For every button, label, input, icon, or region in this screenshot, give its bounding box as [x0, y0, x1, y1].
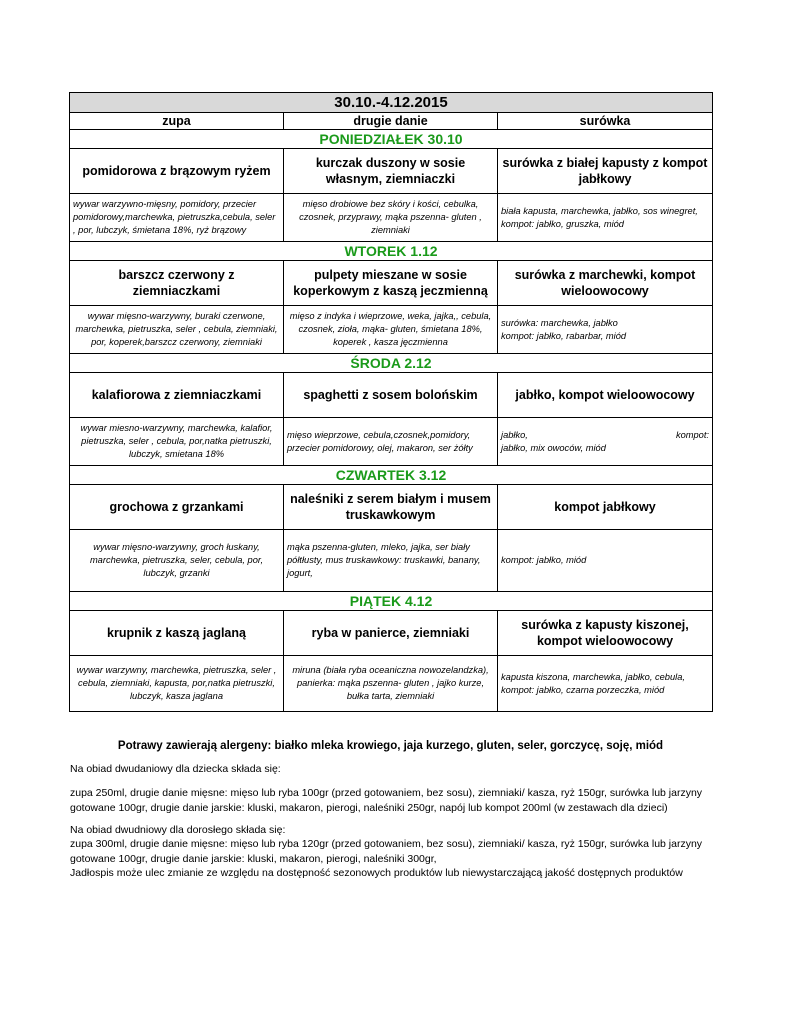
adult-meal-heading: Na obiad dwudniowy dla dorosłego składa się:	[70, 824, 286, 836]
column-header-drugie: drugie danie	[284, 113, 498, 130]
main-dish: spaghetti z sosem bolońskim	[284, 373, 498, 418]
salad-dish: kompot jabłkowy	[498, 485, 713, 530]
day-header: WTOREK 1.12	[70, 242, 713, 261]
soup-dish: barszcz czerwony z ziemniaczkami	[70, 261, 284, 306]
allergen-notice: Potrawy zawierają alergeny: białko mleka krowiego, jaja kurzego, gluten, seler, gorczycę, soję, miód	[117, 740, 664, 752]
salad-dish: surówka z białej kapusty z kompot jabłkowy	[498, 149, 713, 194]
salad-ingredients: kompot: jabłko, miód	[498, 530, 713, 592]
salad-dish: surówka z marchewki, kompot wieloowocowy	[498, 261, 713, 306]
salad-dish: surówka z kapusty kiszonej, kompot wieloowocowy	[498, 611, 713, 656]
salad-ingredients: kapusta kiszona, marchewka, jabłko, cebula, kompot: jabłko, czarna porzeczka, miód	[498, 656, 713, 712]
soup-dish: kalafiorowa z ziemniaczkami	[70, 373, 284, 418]
menu-change-note: Jadłospis może ulec zmianie ze względu na dostępność sezonowych produktów lub niewystarczającą jakość dostępnych produktów	[70, 867, 683, 879]
salad-ingredients-left: jabłko,	[501, 429, 528, 440]
soup-ingredients: wywar warzywny, marchewka, pietruszka, seler , cebula, ziemniaki, kapusta, por,natka pietruszki, lubczyk, kasza jaglana	[70, 656, 284, 712]
main-ingredients: mąka pszenna-gluten, mleko, jajka, ser biały półtłusty, mus truskawkowy: truskawki, banany, jogurt,	[284, 530, 498, 592]
salad-ingredients: biała kapusta, marchewka, jabłko, sos winegret, kompot: jabłko, gruszka, miód	[498, 194, 713, 242]
soup-ingredients: wywar warzywno-mięsny, pomidory, przecier pomidorowy,marchewka, pietruszka,cebula, seler , por, lubczyk, śmietana 18%, ryż brązowy	[70, 194, 284, 242]
adult-meal-description: zupa 300ml, drugie danie mięsne: mięso lub ryba 120gr (przed gotowaniem, bez sosu), ziemniaki/ kasza, ryż 150gr, surówka lub jarzyny gotowane 100gr, drugie danie jarskie: kluski, makaron, pierogi, naleśniki 300gr,	[70, 838, 703, 865]
child-meal-heading: Na obiad dwudaniowy dla dziecka składa się:	[70, 763, 281, 775]
soup-dish: pomidorowa z brązowym ryżem	[70, 149, 284, 194]
day-header: ŚRODA 2.12	[70, 354, 713, 373]
menu-table	[69, 92, 713, 712]
soup-ingredients: wywar miesno-warzywny, marchewka, kalafior, pietruszka, seler , cebula, por,natka pietruszki, lubczyk, smietana 18%	[70, 418, 284, 466]
salad-ingredients-right: kompot:	[675, 429, 710, 440]
soup-dish: grochowa z grzankami	[70, 485, 284, 530]
soup-dish: krupnik z kaszą jaglaną	[70, 611, 284, 656]
main-dish: ryba w panierce, ziemniaki	[284, 611, 498, 656]
main-ingredients: mięso drobiowe bez skóry i kości, cebulka, czosnek, przyprawy, mąka pszenna- gluten , ziemniaki	[284, 194, 498, 242]
soup-ingredients: wywar mięsno-warzywny, groch łuskany, marchewka, pietruszka, seler, cebula, por, lubczyk, grzanki	[70, 530, 284, 592]
salad-ingredients	[498, 418, 713, 466]
salad-ingredients-line2: jabłko, mix owoców, miód	[501, 442, 606, 453]
main-ingredients: miruna (biała ryba oceaniczna nowozelandzka), panierka: mąka pszenna- gluten , jajko kurze, bułka tarta, ziemniaki	[284, 656, 498, 712]
column-header-surowka: surówka	[498, 113, 713, 130]
day-header: CZWARTEK 3.12	[70, 466, 713, 485]
salad-ingredients: surówka: marchewka, jabłko kompot: jabłko, rabarbar, miód	[498, 306, 713, 354]
day-header: PONIEDZIAŁEK 30.10	[70, 130, 713, 149]
child-meal-description: zupa 250ml, drugie danie mięsne: mięso lub ryba 100gr (przed gotowaniem, bez sosu), ziemniaki/ kasza, ryż 150gr, surówka lub jarzyny gotowane 100gr, drugie danie jarskie: kluski, makaron, pierogi, naleśniki 250gr, napój lub kompot 200ml (w zestawach dla dzieci)	[70, 787, 703, 814]
main-dish: naleśniki z serem białym i musem truskawkowym	[284, 485, 498, 530]
salad-dish: jabłko, kompot wieloowocowy	[498, 373, 713, 418]
main-dish: pulpety mieszane w sosie koperkowym z kaszą jeczmienną	[284, 261, 498, 306]
main-dish: kurczak duszony w sosie własnym, ziemniaczki	[284, 149, 498, 194]
column-header-zupa: zupa	[70, 113, 284, 130]
day-header: PIĄTEK 4.12	[70, 592, 713, 611]
main-ingredients: mięso wieprzowe, cebula,czosnek,pomidory, przecier pomidorowy, olej, makaron, ser żółty	[284, 418, 498, 466]
date-range-title: 30.10.-4.12.2015	[70, 93, 713, 113]
main-ingredients: mięso z indyka i wieprzowe, weka, jajka,, cebula, czosnek, zioła, mąka- gluten, śmietana 18%, koperek , kasza jęczmienna	[284, 306, 498, 354]
soup-ingredients: wywar mięsno-warzywny, buraki czerwone, marchewka, pietruszka, seler , cebula, ziemniaki, por, koperek,barszcz czerwony, ziemniaki	[70, 306, 284, 354]
